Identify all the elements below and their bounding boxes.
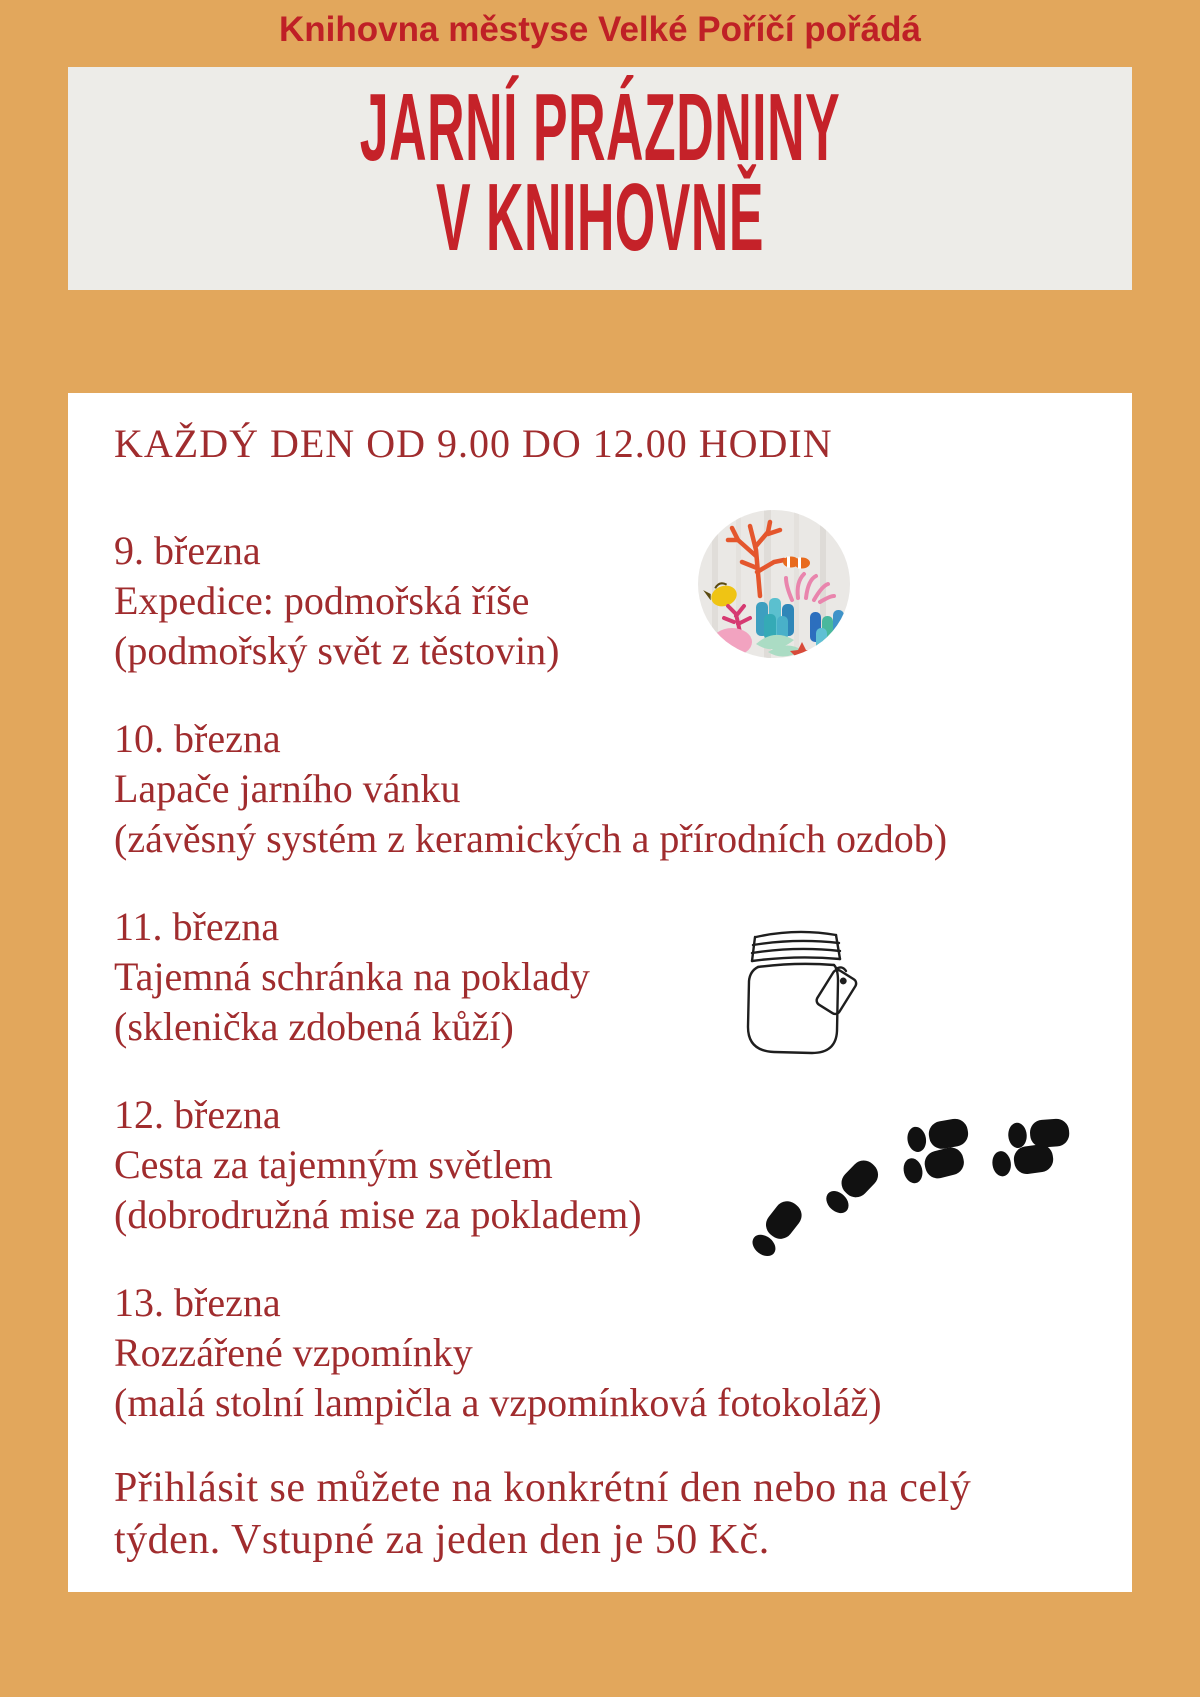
event-subtitle: (sklenička zdobená kůží) — [114, 1004, 514, 1049]
event-title: Tajemná schránka na poklady — [114, 954, 590, 999]
poster-title-line-1: JARNÍ PRÁZDNINY — [359, 74, 841, 181]
event-subtitle: (malá stolní lampičla a vzpomínková fotokoláž) — [114, 1380, 882, 1425]
event-title: Expedice: podmořská říše — [114, 578, 530, 623]
event-march-9 — [114, 526, 1086, 676]
poster-title-line-2: V KNIHOVNĚ — [435, 164, 764, 271]
clownfish — [783, 557, 810, 569]
event-march-10 — [114, 714, 1086, 864]
event-subtitle: (podmořský svět z těstovin) — [114, 628, 560, 673]
event-date: 12. března — [114, 1092, 281, 1137]
event-date: 10. března — [114, 716, 281, 761]
organizer-banner — [0, 0, 1200, 67]
schedule-panel — [68, 393, 1132, 1592]
registration-note-line-2: týden. Vstupné za jeden den je 50 Kč. — [114, 1517, 770, 1563]
pink-shell — [712, 628, 752, 656]
event-subtitle: (dobrodružná mise za pokladem) — [114, 1192, 642, 1237]
daily-hours-heading: KAŽDÝ DEN OD 9.00 DO 12.00 HODIN — [114, 421, 833, 466]
event-march-11 — [114, 902, 1086, 1052]
event-march-13 — [114, 1278, 1086, 1428]
registration-note — [114, 1462, 1086, 1566]
pasta-sea-photo — [698, 510, 850, 658]
blue-pasta-tubes — [756, 598, 794, 640]
event-title: Rozzářené vzpomínky — [114, 1330, 473, 1375]
event-title: Cesta za tajemným světlem — [114, 1142, 553, 1187]
registration-note-line-1: Přihlásit se můžete na konkrétní den nebo na celý — [114, 1465, 972, 1511]
event-date: 9. března — [114, 528, 261, 573]
event-date: 13. března — [114, 1280, 281, 1325]
poster-title-panel — [68, 67, 1132, 290]
jar-icon — [736, 925, 866, 1065]
organizer-banner-text: Knihovna městyse Velké Poříčí pořádá — [279, 10, 921, 49]
event-subtitle: (závěsný systém z keramických a přírodních ozdob) — [114, 816, 948, 861]
footprints-icon — [740, 1111, 1076, 1271]
event-title: Lapače jarního vánku — [114, 766, 461, 811]
event-date: 11. března — [114, 904, 280, 949]
